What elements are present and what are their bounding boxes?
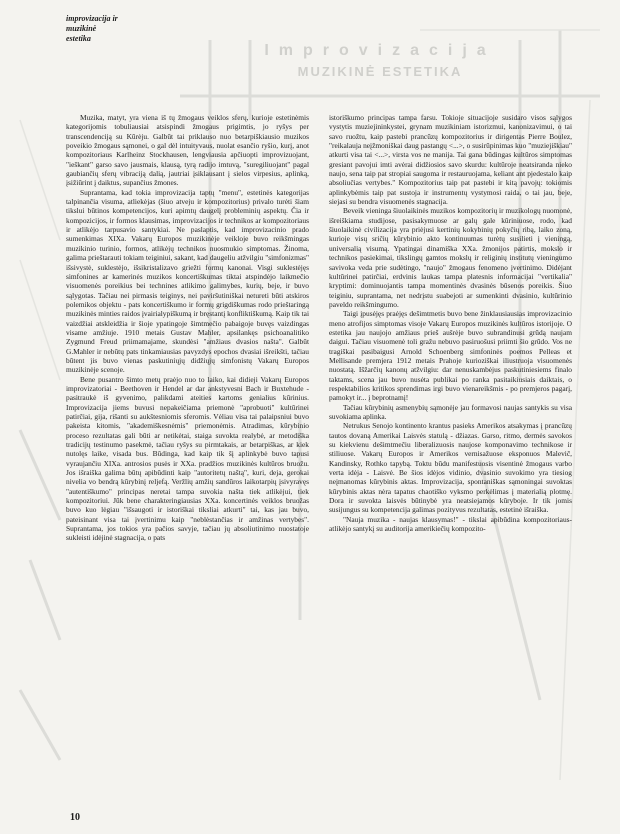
section-label-line: improvizacija ir (66, 14, 118, 23)
header-watermark-subtitle: MUZIKINĖ ESTETIKA (297, 64, 463, 79)
section-label (66, 14, 176, 44)
paragraph: Bene pusantro šimto metų praėjo nuo to laiko, kai didieji Vakarų Europos improvizatoriai - Beethoven ir Hendel ar dar ankstyvesni Bach ir Buxtehude - pasitraukė iš gyvenimo, palikdami ateities kartoms genialius kūrinius. Improvizacija jiems buvusi nepakeičiama priemonė "aprobuoti" kultūrinei patirčiai, gija, rišanti su aukštesniomis sferomis. Vėliau visa tai palaipsniui buvo pakeista kitomis, "akademiškesnėmis" priemonėmis. Atradimas, kūrybinio proceso rezultatas gali būti ar netikėtai, staiga suvokta realybė, ar metodiška tradicijų testinumo pasekmė, tačiau ryšys su pirmtakais, ar betarpiškas, ar kiek nutolęs laike, visada bus. Būdinga, kad kaip tik šį aplinkybė buvo tapusi vyraujančiu XIXa. antrosios pusės ir XXa. pradžios muzikinės kultūros bruožu. Jos išraiška galima būtų apibūdinti kaip "autoritetų naštą", kuri, deja, gerokai nivelia vo bendrą kūrybinį reljefą. Veržlių amžių sandūros laikotarpių įsivyravęs "autentiškumo" principas neretai tampa suvokia našta tiek atlikėjui, tiek kompozitoriui. Jūk bene charakteringiausias XXa. koncertinės veiklos bruožas buvo kuo lėgiau "išsaugoti ir istoriškai tiksliai atkurti" tai, kas jau buvo, pateisinant visa tai įvertinimu kaip "neblėstančias ir amžinas vertybes". Suprantama, jos tokios yra pačios savyje, tačiau jų absoliutinimo nuostatoje sukleisti idėjinė stagnacija, o pats (66, 374, 309, 543)
paragraph: Netrukus Senojo kontinento krantus pasieks Amerikos atsakymas į prancūzų tautos dovaną Amerikai Laisvės statulą - džiazas. Garso, ritmo, dermės savokos su kiekvienu dešimtmečiu liberalizuosis naujose komponavimo technikose ir stiliuose. Vakarų Europos ir Amerikos vernisažuose eksponuos Malevič, Kandinsky, Rothko tapybą. Toktu būdu manifestuosis visentinė žmogaus varbo verta idėja - Laisvė. Be šios idėjos vidinio, dvasinio suvokimo yra tiesiog neįmanomas kūrybinis aktas. Improvizacija, spontaniškas sąmoningai suvoktas kūrybinis aktas nėra tapatus chaotiško vyksmo perkėlimas į materialią plotmę. Dora ir suvokta laisvės būtinybė yra neatsiejamos kūryboje. Ir tik jomis susijungus su kompetencija galimas pozityvus rezultatas, estetinė išraiška. (329, 421, 572, 515)
paragraph: Suprantama, kad tokia improvizacija taptų "menu", estetinės kategorijas talpinančia visuma, atliekėjas (šiuo atveju ir kompozitorius) privalo turėti šiam tikslui būtinos kompetencijos, kuri apimtų daugelį probleminių aspektų. Čia ir kompozicijos, ir formos klausimas, improvizacijos ir technikos ar kompozitoriaus ir atlikėjo tarpusavio santykiai. Ne paslaptis, kad improvizacinio prado sumenkimas XIXa. Vakarų Europos muzikinėje veikloje buvo reikšmingas muzikinio turinio, formos, atlikėjų technikos nuosmukio simptomas. Žinoma, galima prieštarauti tokiam teiginiui, sakant, kad daugeliu atžvilgiu "simfonizmas" išsivystė, suklestėjo, išsikristalizavo griežti formų kanonai. Visgi suklestėjęs simfonines ar kamerinės muzikos koncertiškumas tiktai atspindėjo laikmečio visuomenės poreikius bei technines atlikimo galimybes, kurių, beje, ir buvo sąlygotas. Tačiau nei pirmasis teiginys, nei paviršutiniškai netureti būti atskiros polemikos objektu - pats koncertiškumo ir formų grigdiškumas rodo prieštaringą muzikinės minties raidos įvairialypiškumą ir bręstantį konfliktiškumą. Kaip tik tai vaizdžiai atskleidžia ir šioje ypatingoje šimtmečio pabaigoje buvęs vaizdingas visame amžiuje. 1910 metais Gustav Mahler, apsilankęs psichoanalitiko Zygmund Freud priimamajame, skundėsi "amžiaus dvasios našta". Galbūt G.Mahler ir nebūtų pats tinkamiausias pavyzdys epochos dvasiai išreikšti, tačiau būtent jis buvo vienas paskutiniųjų didžiųjų simfonistų Vakarų Europos muzikinėje scenoje. (66, 187, 309, 375)
paragraph: Muzika, matyt, yra viena iš tų žmogaus veiklos sferų, kurioje estetinėmis kategorijomis tobuliausiai atsispindi žmogaus prigimtis, jo ryšys per transcendenciją su Kūrėju. Galbūt tai priklauso nuo betarpiškiausio muzikos poveikio žmogaus sąmonei, o gal dėl intuityvaus, nuolat esančio ryšio, kurį, anot kompozitoriaus Karlheinz Stockhausen, lengviausia apčiuopti improvizuojant, "ieškant" garso savo jausmais, klausą, tyrą radijo imtuvą, "suregiliuojant" pagal gaubiančių sferų vibraciją dalią, jautriai įsiklausant į sielos virpesius, aplinką, įsižiūrint į daiktus, supančius žmones. (66, 113, 309, 188)
header-watermark-title: Improvizacija (264, 42, 496, 59)
text-column-left (66, 113, 309, 808)
paragraph: "Nauja muzika - naujas klausymas!" - tikslai apibūdina kompozitoriaus-atlikėjo santykį su auditorija amerikiečių kompozito- (329, 514, 572, 534)
page-number: 10 (70, 812, 80, 823)
paragraph: Taigi įpusėjęs praėjęs dešimtmetis buvo bene žinklausiausias improvizacinio meno atrofijos simptomas visoje Vakarų Europos muzikinės kultūros istorijoje. O estetika jau naujojo amžiaus prieš aušrėje buvo subrandinusi grūdą naujam daigui. Tačiau visuomenė toli gražu nebuvo pasiruošusi priimti šio grūdo. Vos ne tragiškai pasibaigusi Arnold Schoenberg simfoninės poemos Pelleas et Mellisande premjera 1912 metais Prahoje kurioziškai iliustruoja visuomenės nuostatą. Išžarčių kanonų atžvilgiu: dar nenuskambėjus paskutiniesiems finalo taktams, scena jau buvo nusėta publikai po ranka pasitaikiusiais daiktais, o respektabilios kritikos sprendimas irgi buvo vienareikšmis - po premjeros pagarį, pamokyt ir... į beprotnamį! (329, 309, 572, 403)
paragraph: istoriškumo principas tampa farsu. Tokioje situacijoje susidaro visos sąlygos vystytis muziejininkystei, grynam muzikiniam istorizmui, kanonizavimui, o tai savo ruožtu, kaip pastebi prancūzų kompozitorius ir dirigentas Pierre Boulez, "reikalauja neįžmoniškai daug pastangų <...>, o susirūpinimas kuo "muziejiškiau" atkurti visa tai <...>, virsta vos ne manija. Tai gana būdingas kultūros simptomas gresiant pavojui imti avėrai didžiosios savo skurdu: kultūroje neatsiranda nieko naujo, sena taip pat stropiai saugoma ir restauruojama, keliant ant pjedestalo kaip absoliučias vertybes." Kompozitorius taip pat pastebi ir kitą pavojų: tokiomis aplinkybėmis taip pat sustoja ir instrumentų vystymosi raida, o tai jau, beje, siejasi su bendra visuomenės stagnacija. (329, 113, 572, 207)
paragraph: Beveik vieninga šiuolaikinės muzikos kompozitorių ir muzikologų nuomonė, išreiškiama studijose, pasisakymuose ar galų gale kūriniuose, rodo, kad šiuolaikinė civilizacija yra priėjusi kertinių kokybinių pokyčių ribą, laiko zoną, kurioje visų sričių kūrybinio akto kontinuumas turėtų susilieti į vieningą, universalią visumą. Ypatingai dinamiška XXa. žmonijos patirtis, mokslo ir technikos pasiekimai, tikslingų gamtos mokslų ir religinių institutų vieningumo savivoka veda prie sudėtingo, "naujo" žmogaus fenomeno įvertinimo. Didėjant kultūrinei patirčiai, erdvinis laukas tampa platesnis informacijai "vertikalia" kryptimi: dominuojantis tampa momentinės dvasinės būsenos poreikis. Šiuo teiginiu, suprantama, net nedrįstu suabejoti ar sumenkinti dvasinio, kultūrinio paveldo reikšmingumo. (329, 206, 572, 309)
section-label-line: muzikinė (66, 24, 97, 33)
section-label-line: estetika (66, 34, 91, 43)
paragraph: Tačiau kūrybinių asmenybių sąmonėje jau formavosi naujas santykis su visa suvokiama aplinka. (329, 402, 572, 421)
text-column-right (329, 113, 572, 808)
